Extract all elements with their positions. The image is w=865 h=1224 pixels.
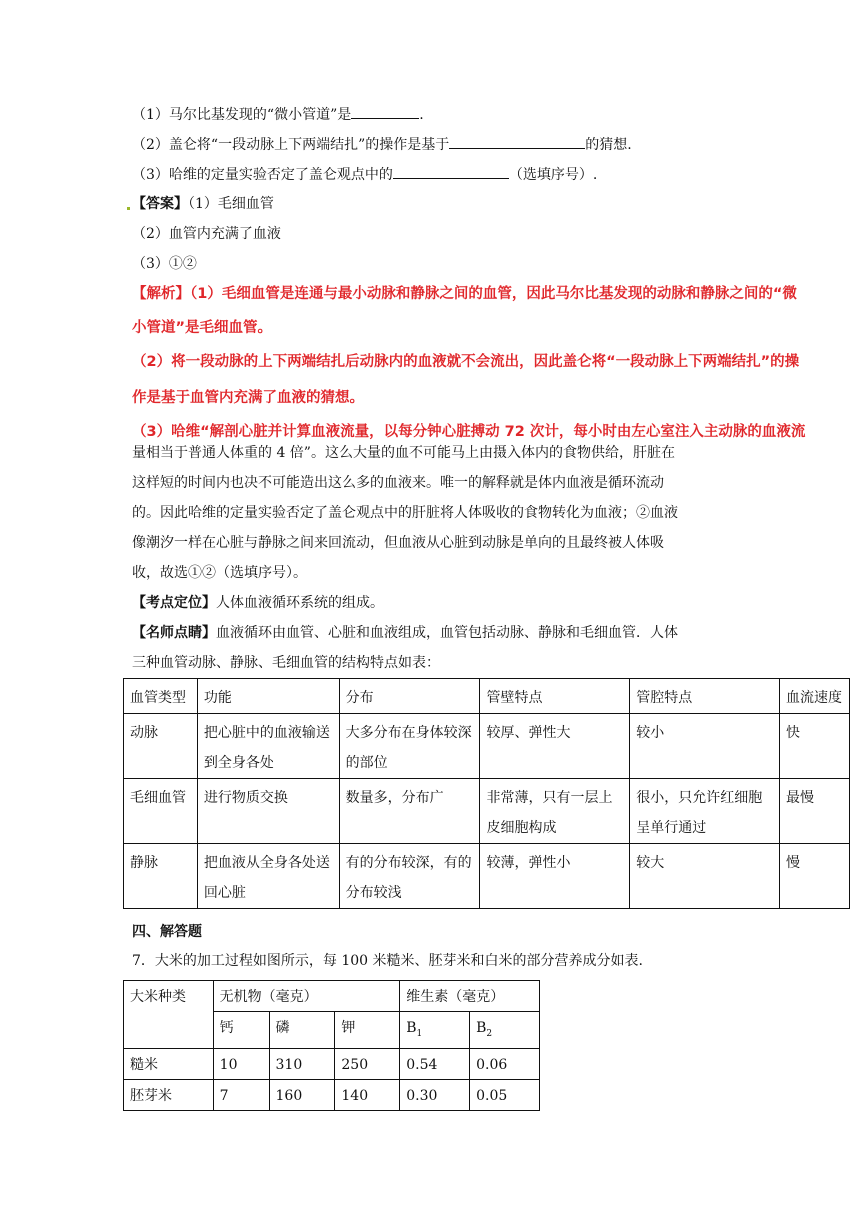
table-header-row [124,679,850,714]
analysis-p2-line1: （2）将一段动脉的上下两端结扎后动脉内的血液就不会流出，因此盖仑将“一段动脉上下两端结扎”的操 [132,354,800,370]
header-cell: 管腔特点 [630,679,780,714]
answer-1: （1）毛细血管 [188,196,274,212]
mingshi-label: 【名师点睛】 [132,625,216,641]
table-cell: 胚芽米 [124,1079,214,1110]
analysis-cont-4: 像潮汐一样在心脏与静脉之间来回流动，但血液从心脏到动脉是单向的且最终被人体吸 [132,535,664,551]
q1-suffix: . [419,107,424,123]
analysis-label: 【解析】 [132,286,190,302]
q1-blank [351,104,419,119]
answer-label: 【答案】 [132,196,188,212]
table-cell: 310 [269,1048,335,1079]
table-cell: 非常薄，只有一层上皮细胞构成 [480,779,630,844]
table-row [124,779,850,844]
header-cell: 磷 [269,1012,335,1049]
q2-text: （2）盖仑将“一段动脉上下两端结扎”的操作是基于 [132,137,450,153]
table-cell: 动脉 [124,714,198,779]
header-cell: 钙 [213,1012,269,1049]
header-cell: 管壁特点 [480,679,630,714]
vitamin-letter: B [406,1020,417,1036]
question-1 [132,104,424,125]
table-header-row [124,981,540,1012]
answer-line-1 [132,194,274,214]
table-cell: 数量多，分布广 [339,779,480,844]
mingshi-line-2: 三种血管动脉、静脉、毛细血管的结构特点如表： [132,655,440,671]
table-cell: 慢 [780,844,850,909]
analysis-p1-line2: 小管道”是毛细血管。 [132,320,273,336]
kaodian-text: 人体血液循环系统的组成。 [216,595,384,611]
mingshi-line-1 [132,623,678,643]
vitamin-subscript: 2 [486,1028,493,1039]
kaodian-label: 【考点定位】 [132,595,216,611]
table-cell: 静脉 [124,844,198,909]
header-cell [400,1012,470,1049]
q3-blank [393,164,509,179]
table-cell: 毛细血管 [124,779,198,844]
table-cell: 糙米 [124,1048,214,1079]
answer-line-3: （3）①② [132,256,197,272]
rice-table [123,980,540,1111]
table-cell: 最慢 [780,779,850,844]
table-cell: 160 [269,1079,335,1110]
analysis-p1-line1 [132,284,797,304]
section-title: 四、解答题 [132,924,202,940]
analysis-p1-text: （1）毛细血管是连通与最小动脉和静脉之间的血管，因此马尔比基发现的动脉和静脉之间的“微 [190,286,797,302]
q3-suffix: （选填序号）. [508,167,598,183]
header-cell: 血管类型 [124,679,198,714]
table-cell: 10 [213,1048,269,1079]
table-cell: 大多分布在身体较深的部位 [339,714,480,779]
table-row [124,844,850,909]
question-7: 7．大米的加工过程如图所示，每 100 米糙米、胚芽米和白米的部分营养成分如表. [132,953,643,969]
table-cell: 很小，只允许红细胞呈单行通过 [630,779,780,844]
table-row [124,1048,540,1079]
table-cell: 快 [780,714,850,779]
table-cell: 0.30 [400,1079,470,1110]
header-cell: 分布 [339,679,480,714]
header-cell: 钾 [335,1012,400,1049]
analysis-cont-5: 收，故选①②（选填序号）。 [132,565,307,581]
header-cell: 功能 [197,679,339,714]
table-cell: 0.54 [400,1048,470,1079]
header-cell: 维生素（毫克） [400,981,540,1012]
mingshi-text-1: 血液循环由血管、心脏和血液组成，血管包括动脉、静脉和毛细血管．人体 [216,625,678,641]
table-cell: 7 [213,1079,269,1110]
table-cell: 0.05 [470,1079,540,1110]
analysis-cont-2: 这样短的时间内也决不可能造出这么多的血液来。唯一的解释就是体内血液是循环流动 [132,475,664,491]
table-cell: 有的分布较深，有的分布较浅 [339,844,480,909]
header-cell: 血流速度 [780,679,850,714]
table-cell: 140 [335,1079,400,1110]
vessel-table [123,678,850,909]
answer-line-2: （2）血管内充满了血液 [132,226,281,242]
kaodian-line [132,593,384,613]
table-cell: 较厚、弹性大 [480,714,630,779]
table-row [124,1079,540,1110]
analysis-p3-line1: （3）哈维“解剖心脏并计算血液流量，以每分钟心脏搏动 72 次计，每小时由左心室注入主动脉的血液流 [132,424,806,440]
q1-text: （1）马尔比基发现的“微小管道”是 [132,107,352,123]
q3-text: （3）哈维的定量实验否定了盖仑观点中的 [132,167,393,183]
vitamin-letter: B [476,1020,487,1036]
table-row [124,714,850,779]
table-cell: 进行物质交换 [197,779,339,844]
table-cell: 较大 [630,844,780,909]
question-3 [132,164,597,185]
header-cell [470,1012,540,1049]
header-cell: 大米种类 [124,981,214,1049]
q2-suffix: 的猜想. [585,137,632,153]
table-cell: 把心脏中的血液输送到全身各处 [197,714,339,779]
table-cell: 较小 [630,714,780,779]
table-cell: 0.06 [470,1048,540,1079]
analysis-p2-line2: 作是基于血管内充满了血液的猜想。 [132,390,364,406]
analysis-cont-1: 量相当于普通人体重的 4 倍”。这么大量的血不可能马上由摄入体内的食物供给，肝脏在 [132,445,675,461]
table-cell: 较薄，弹性小 [480,844,630,909]
question-2 [132,134,632,155]
header-cell: 无机物（毫克） [213,981,400,1012]
analysis-cont-3: 的。因此哈维的定量实验否定了盖仑观点中的肝脏将人体吸收的食物转化为血液；②血液 [132,505,678,521]
vitamin-subscript: 1 [416,1028,423,1039]
bullet-dot [127,207,130,210]
table-cell: 把血液从全身各处送回心脏 [197,844,339,909]
table-cell: 250 [335,1048,400,1079]
q2-blank [449,134,585,149]
